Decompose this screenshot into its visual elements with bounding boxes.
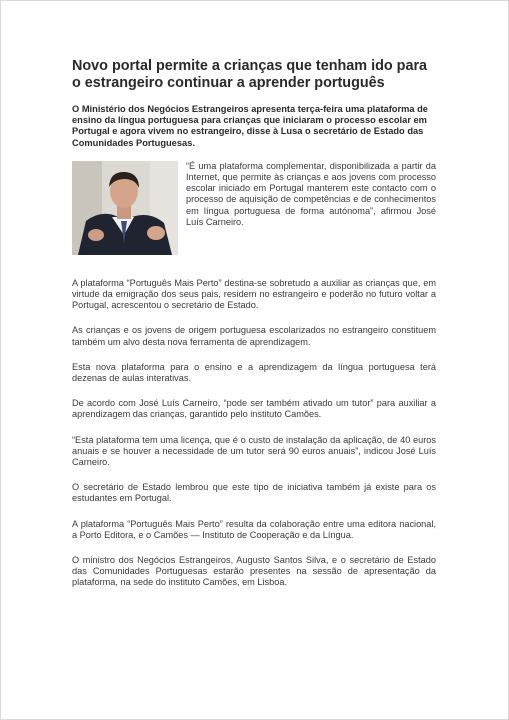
article-paragraph: O ministro dos Negócios Estrangeiros, Augusto Santos Silva, e o secretário de Estado das Comunidades Portuguesas estarão presentes na sessão de apresentação da plataforma, na sede do instituto Camões, em Lisboa. bbox=[72, 555, 436, 588]
article-quote: “É uma plataforma complementar, disponibilizada a partir da Internet, que permite às crianças e aos jovens com processo escolar iniciado em Portugal manterem este contacto com o processo de aquisição de competências e de conhecimentos em língua portuguesa de forma autónoma”, afirmou José Luís Carneiro. bbox=[186, 160, 436, 227]
speaker-photo bbox=[72, 161, 178, 255]
article-paragraph: De acordo com José Luís Carneiro, “pode ser também ativado um tutor” para auxiliar a aprendizagem das crianças, garantido pelo instituto Camões. bbox=[72, 398, 436, 420]
article-paragraph: Esta nova plataforma para o ensino e a aprendizagem da língua portuguesa terá dezenas de aulas interativas. bbox=[72, 361, 436, 384]
article-lead: O Ministério dos Negócios Estrangeiros apresenta terça-feira uma plataforma de ensino da língua portuguesa para crianças que iniciaram o processo escolar em Portugal e agora vivem no estrangeiro, disse à Lusa o secretário de Estado das Comunidades Portuguesas. bbox=[72, 104, 428, 148]
article-paragraph: A plataforma “Português Mais Perto” resulta da colaboração entre uma editora nacional, a Porto Editora, e o Camões — Instituto de Cooperação e da Língua. bbox=[72, 518, 436, 540]
article-title: Novo portal permite a crianças que tenham ido para o estrangeiro continuar a aprender português bbox=[72, 58, 428, 91]
article-paragraph: O secretário de Estado lembrou que este tipo de iniciativa também já existe para os estudantes em Portugal. bbox=[72, 482, 436, 504]
article-paragraph: As crianças e os jovens de origem portuguesa escolarizados no estrangeiro constituem também um alvo desta nova ferramenta de aprendizagem. bbox=[72, 325, 436, 347]
article-paragraph: “Esta plataforma tem uma licença, que é o custo de instalação da aplicação, de 40 euros anuais e se houver a necessidade de um tutor será 90 euros anuais”, indicou José Luís Carneiro. bbox=[72, 434, 436, 468]
article-paragraph: A plataforma “Português Mais Perto” destina-se sobretudo a auxiliar as crianças que, em virtude da emigração dos seus pais, residem no estrangeiro e poderão no futuro voltar a Portugal, acrescentou o secretário de Estado. bbox=[72, 277, 436, 311]
quote-block bbox=[72, 161, 436, 255]
news-article bbox=[72, 58, 436, 603]
